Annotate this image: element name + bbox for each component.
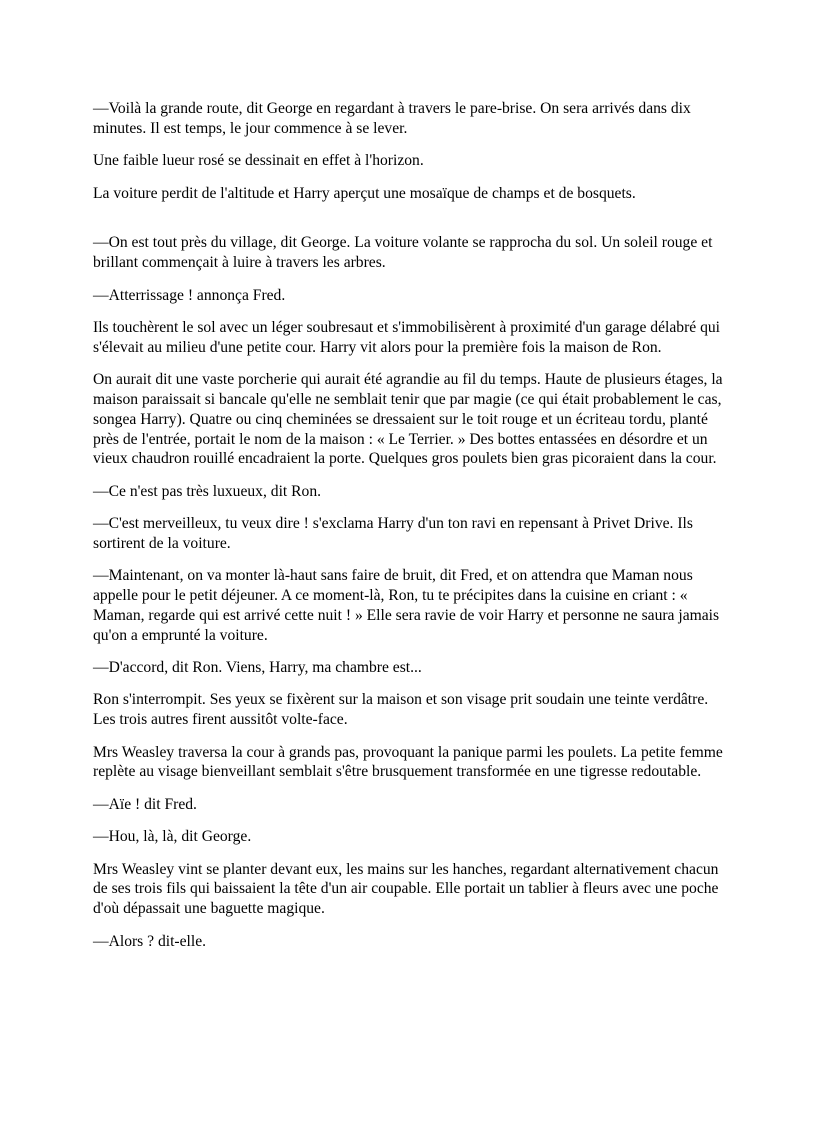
text-body [93,99,733,964]
paragraph-9: —C'est merveilleux, tu veux dire ! s'exclama Harry d'un ton ravi en repensant à Privet Drive. Ils sortirent de la voiture. [93,515,693,552]
paragraph-7: On aurait dit une vaste porcherie qui aurait été agrandie au fil du temps. Haute de plusieurs étages, la maison paraissait si bancale qu'elle ne semblait tenir que par magie (ce qui était probablement le cas, songea Harry). Quatre ou cinq cheminées se dressaient sur le toit rouge et un écriteau tordu, planté près de l'entrée, portait le nom de la maison : « Le Terrier. » Des bottes entassées en désordre et un vieux chaudron rouillé encadraient la porte. Quelques gros poulets bien gras picoraient dans la cour. [93,371,723,468]
paragraph-10: —Maintenant, on va monter là-haut sans faire de bruit, dit Fred, et on attendra que Maman nous appelle pour le petit déjeuner. A ce moment-là, Ron, tu te précipites dans la cuisine en criant : « Maman, regarde qui est arrivé cette nuit ! » Elle sera ravie de voir Harry et personne ne saura jamais qu'on a emprunté la voiture. [93,567,720,644]
paragraph-15: —Hou, là, là, dit George. [93,828,252,846]
paragraph-6: Ils touchèrent le sol avec un léger soubresaut et s'immobilisèrent à proximité d'un garage délabré qui s'élevait au milieu d'une petite cour. Harry vit alors pour la première fois la maison de Ron. [93,318,721,356]
paragraph-12: Ron s'interrompit. Ses yeux se fixèrent sur la maison et son visage prit soudain une teinte verdâtre. Les trois autres firent aussitôt volte-face. [93,691,709,729]
paragraph-1: —Voilà la grande route, dit George en regardant à travers le pare-brise. On sera arrivés dans dix minutes. Il est temps, le jour commence à se lever. [93,100,691,137]
paragraph-13: Mrs Weasley traversa la cour à grands pas, provoquant la panique parmi les poulets. La petite femme replète au visage bienveillant semblait s'être brusquement transformée en une tigresse redoutable. [93,743,723,781]
paragraph-4: —On est tout près du village, dit George. La voiture volante se rapprocha du sol. Un soleil rouge et brillant commençait à luire à travers les arbres. [93,234,713,272]
paragraph-17: —Alors ? dit-elle. [93,932,207,950]
paragraph-8: —Ce n'est pas très luxueux, dit Ron. [93,482,322,500]
paragraph-5: —Atterrissage ! annonça Fred. [93,286,286,304]
paragraph-16: Mrs Weasley vint se planter devant eux, les mains sur les hanches, regardant alternativement chacun de ses trois fils qui baissaient la tête d'un air coupable. Elle portait un tablier à fleurs avec une poche d'où dépassait une baguette magique. [93,860,719,918]
paragraph-2: Une faible lueur rosé se dessinait en effet à l'horizon. [93,152,424,170]
paragraph-3: La voiture perdit de l'altitude et Harry aperçut une mosaïque de champs et de bosquets. [93,184,636,202]
paragraph-14: —Aïe ! dit Fred. [93,795,197,813]
paragraph-11: —D'accord, dit Ron. Viens, Harry, ma chambre est... [93,659,422,677]
